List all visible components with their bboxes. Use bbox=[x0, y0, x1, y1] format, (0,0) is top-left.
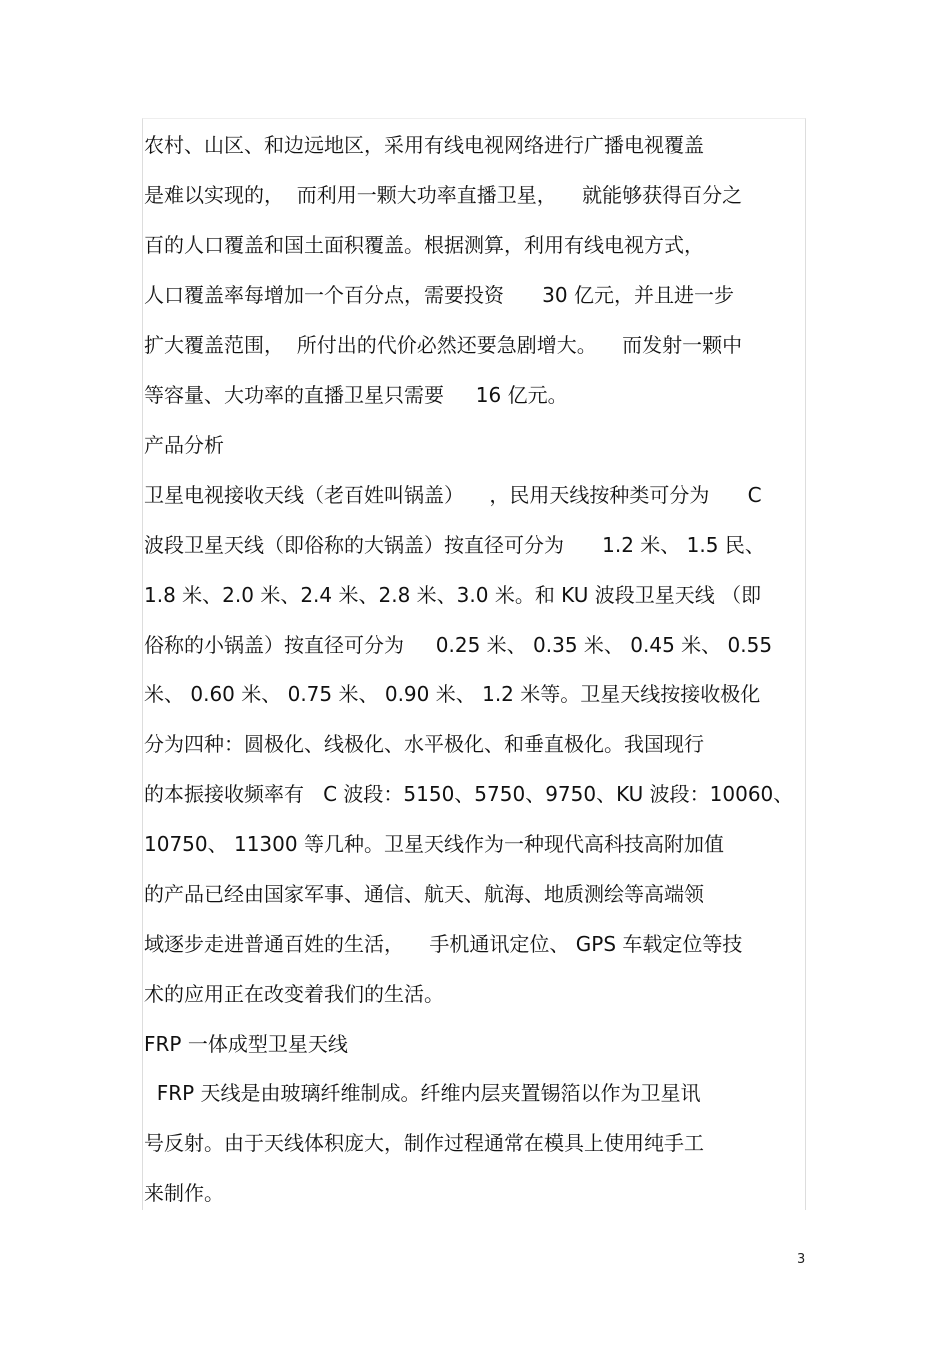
text-line: 术的应用正在改变着我们的生活。 bbox=[144, 982, 444, 1006]
text-line: 米、 0.60 米、 0.75 米、 0.90 米、 1.2 米等。卫星天线按接收极化 bbox=[144, 682, 761, 706]
text-line: 的产品已经由国家军事、通信、航天、航海、地质测绘等高端领 bbox=[144, 882, 704, 906]
text-line: 农村、山区、和边远地区，采用有线电视网络进行广播电视覆盖 bbox=[144, 133, 704, 157]
text-line: 10750、 11300 等几种。卫星天线作为一种现代高科技高附加值 bbox=[144, 832, 724, 856]
text-line: 1.8 米、2.0 米、2.4 米、2.8 米、3.0 米。和 KU 波段卫星天线 （即 bbox=[144, 583, 762, 607]
text-line: 百的人口覆盖和国土面积覆盖。根据测算，利用有线电视方式， bbox=[144, 233, 704, 257]
text-line: 俗称的小锅盖）按直径可分为 0.25 米、 0.35 米、 0.45 米、 0.55 bbox=[144, 633, 773, 657]
text-line: 来制作。 bbox=[144, 1181, 224, 1205]
page-number: 3 bbox=[797, 1252, 806, 1267]
text-line: 人口覆盖率每增加一个百分点，需要投资 30 亿元，并且进一步 bbox=[144, 283, 734, 307]
text-line: 号反射。由于天线体积庞大，制作过程通常在模具上使用纯手工 bbox=[144, 1131, 704, 1155]
text-line: 卫星电视接收天线（老百姓叫锅盖） ，民用天线按种类可分为 C bbox=[144, 483, 762, 507]
section-heading: FRP 一体成型卫星天线 bbox=[144, 1032, 348, 1056]
section-heading: 产品分析 bbox=[144, 433, 224, 457]
text-line: FRP 天线是由玻璃纤维制成。纤维内层夹置锡箔以作为卫星讯 bbox=[144, 1081, 701, 1105]
text-line: 波段卫星天线（即俗称的大锅盖）按直径可分为 1.2 米、 1.5 民、 bbox=[144, 533, 765, 557]
text-line: 是难以实现的， 而利用一颗大功率直播卫星， 就能够获得百分之 bbox=[144, 183, 743, 207]
text-line: 的本振接收频率有 C 波段：5150、5750、9750、KU 波段：10060、 bbox=[144, 782, 794, 806]
text-line: 域逐步走进普通百姓的生活， 手机通讯定位、 GPS 车载定位等技 bbox=[144, 932, 743, 956]
text-line: 分为四种：圆极化、线极化、水平极化、和垂直极化。我国现行 bbox=[144, 732, 704, 756]
text-line: 等容量、大功率的直播卫星只需要 16 亿元。 bbox=[144, 383, 568, 407]
text-line: 扩大覆盖范围， 所付出的代价必然还要急剧增大。 而发射一颗中 bbox=[144, 333, 743, 357]
